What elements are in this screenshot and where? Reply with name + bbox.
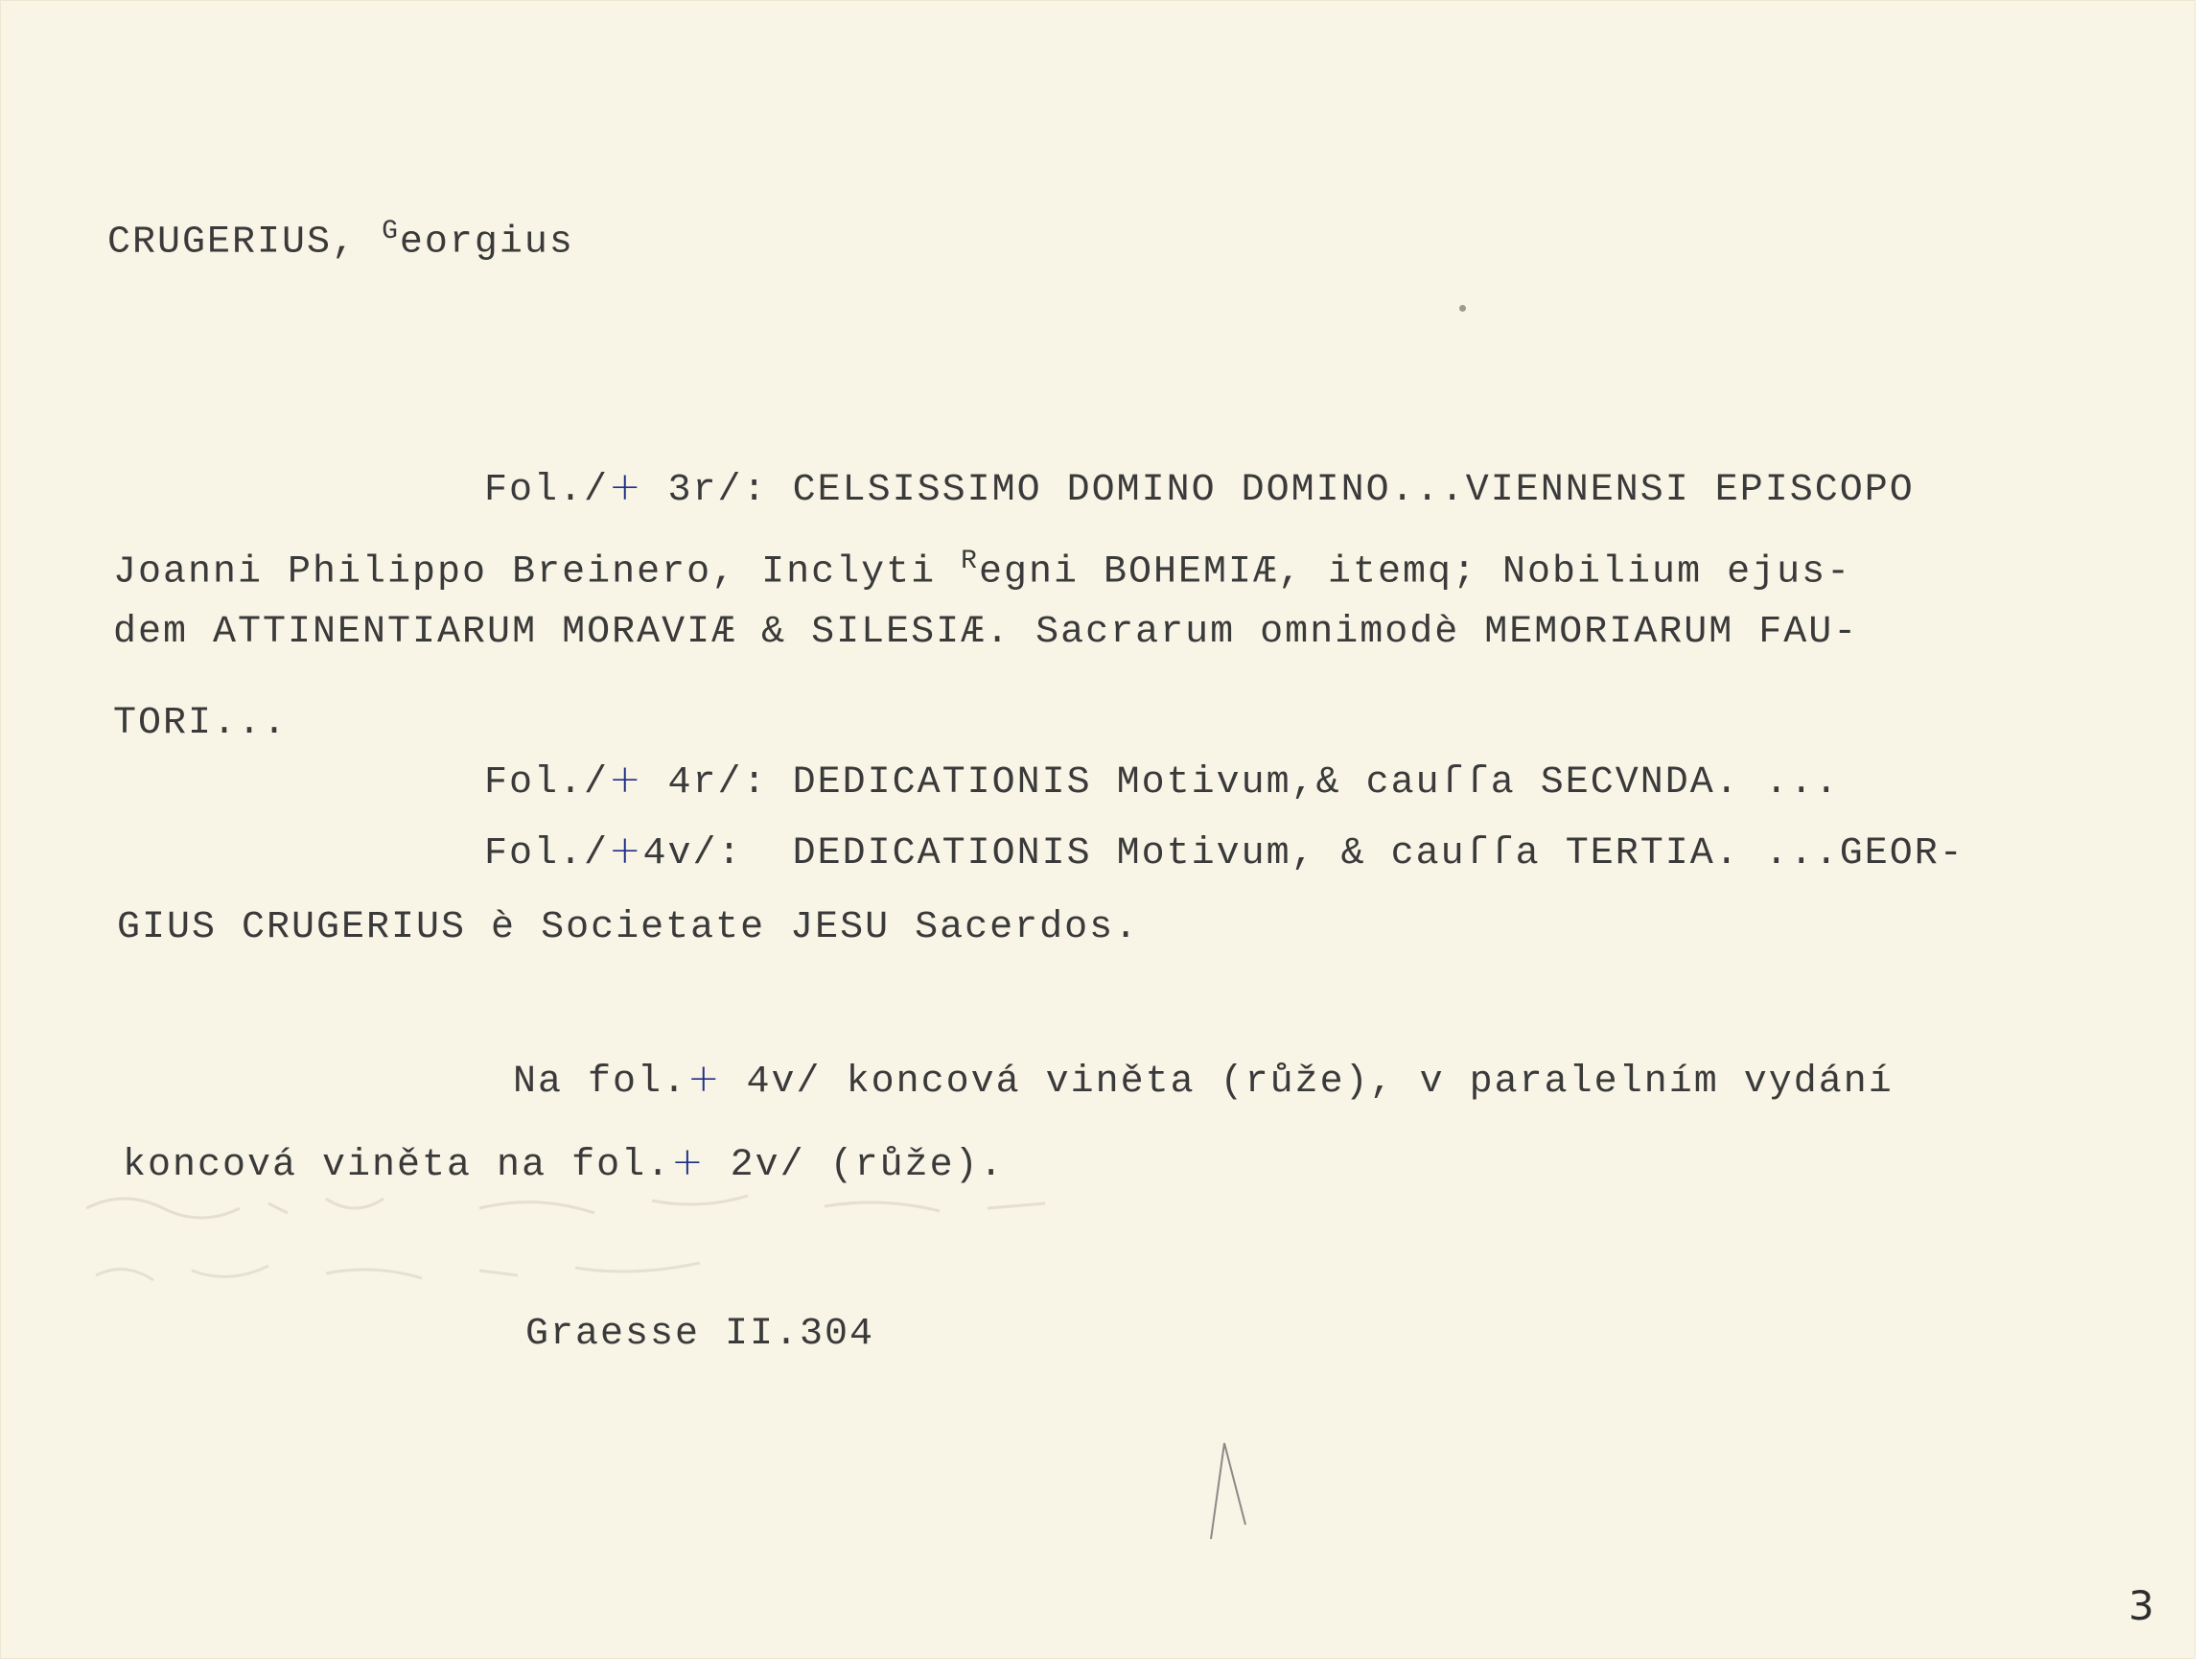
faint-pencil-scribble (77, 1179, 1131, 1304)
entry-text: CELSISSIMO DOMINO DOMINO...VIENNENSI EPISCOPO (767, 469, 1915, 512)
entry-text: Joanni Philippo Breinero, Inclyti (113, 550, 962, 595)
folio-label: Fol./ (484, 469, 610, 512)
entry-1-line-1 (484, 465, 1915, 512)
pencil-caret-mark (1203, 1438, 1251, 1544)
card-number: 3 (2128, 1582, 2154, 1629)
entry-3-line-1 (484, 828, 1965, 875)
entry-3-line-2: GIUS CRUGERIUS è Societate JESU Sacerdos. (117, 906, 1140, 949)
heading-given-name: eorgius (399, 221, 574, 265)
note-line-1 (513, 1057, 1894, 1104)
ink-speck (1459, 305, 1466, 312)
leaf-label: 4r/: (642, 761, 768, 805)
entry-1-line-4: TORI... (113, 702, 289, 745)
entry-text: egni BOHEMIÆ, itemq; Nobilium ejus- (978, 550, 1852, 595)
superscript-letter: R (961, 547, 979, 576)
cross-mark: + (687, 1057, 722, 1101)
cross-mark: + (609, 758, 643, 802)
heading (107, 217, 574, 265)
entry-text: DEDICATIONIS Motivum, & cauſſa TERTIA. ...GEOR- (742, 832, 1965, 875)
folio-label: Fol./ (484, 832, 610, 875)
heading-surname: CRUGERIUS, (107, 221, 358, 265)
cross-mark: + (671, 1140, 706, 1184)
cross-mark: + (609, 828, 643, 873)
cross-mark: + (609, 465, 643, 509)
reference: Graesse II.304 (525, 1313, 875, 1356)
heading-initial: G (382, 217, 400, 246)
note-text: koncová viněta na fol. (123, 1144, 672, 1187)
note-text: 2v/ (růže). (705, 1144, 1005, 1187)
entry-text: DEDICATIONIS Motivum,& cauſſa SECVNDA. ... (767, 761, 1840, 805)
entry-1-line-3: dem ATTINENTIARUM MORAVIÆ & SILESIÆ. Sacrarum omnimodè MEMORIARUM FAU- (113, 611, 1859, 654)
leaf-label: 3r/: (642, 469, 768, 512)
entry-1-line-2 (113, 547, 1852, 595)
entry-2-line-1 (484, 760, 1840, 803)
folio-label: Fol./ (484, 761, 610, 805)
leaf-label: 4v/: (642, 832, 743, 875)
note-text: 4v/ koncová viněta (růže), v paralelním vydání (721, 1061, 1894, 1104)
note-text: Na fol. (513, 1061, 688, 1104)
